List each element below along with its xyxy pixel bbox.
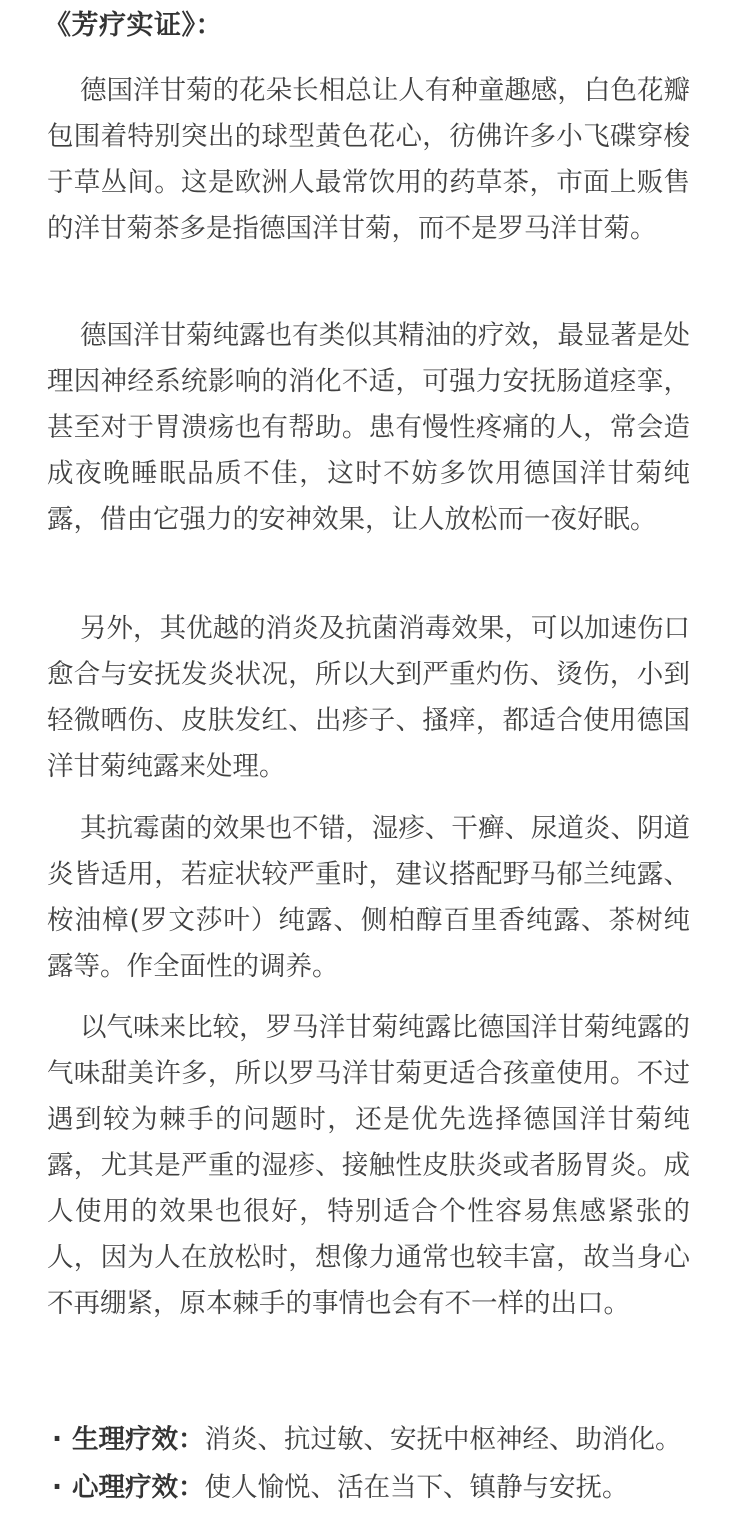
psychological-effect-line — [52, 1466, 629, 1510]
physiological-effect-line — [52, 1418, 682, 1462]
paragraph-anti-inflammatory: 另外，其优越的消炎及抗菌消毒效果，可以加速伤口愈合与安抚发炎状况，所以大到严重灼伤、烫伤，小到轻微晒伤、皮肤发红、出疹子、搔痒，都适合使用德国洋甘菊纯露来处理。 — [47, 613, 690, 782]
physiological-effect-text: 消炎、抗过敏、安抚中枢神经、助消化。 — [204, 1424, 682, 1455]
psychological-effect-text: 使人愉悦、活在当下、镇静与安抚。 — [204, 1472, 629, 1503]
paragraph-antifungal: 其抗霉菌的效果也不错，湿疹、干癣、尿道炎、阴道炎皆适用，若症状较严重时，建议搭配野马郁兰纯露、桉油樟(罗文莎叶）纯露、侧柏醇百里香纯露、茶树纯露等。作全面性的调养。 — [47, 813, 690, 982]
bullet-dot: · — [52, 1424, 63, 1455]
paragraph-digestive: 德国洋甘菊纯露也有类似其精油的疗效，最显著是处理因神经系统影响的消化不适，可强力安抚肠道痉挛，甚至对于胃溃疡也有帮助。患有慢性疼痛的人，常会造成夜晚睡眠品质不佳，这时不妨多饮用德国洋甘菊纯露，借由它强力的安神效果，让人放松而一夜好眠。 — [47, 320, 690, 535]
psychological-effect-label: 心理疗效： — [72, 1472, 205, 1503]
bullet-dot: · — [52, 1472, 63, 1503]
paragraph-comparison: 以气味来比较，罗马洋甘菊纯露比德国洋甘菊纯露的气味甜美许多，所以罗马洋甘菊更适合孩童使用。不过遇到较为棘手的问题时，还是优先选择德国洋甘菊纯露，尤其是严重的湿疹、接触性皮肤炎或者肠胃炎。成人使用的效果也很好，特别适合个性容易焦感紧张的人，因为人在放松时，想像力通常也较丰富，故当身心不再绷紧，原本棘手的事情也会有不一样的出口。 — [47, 1012, 690, 1319]
physiological-effect-label: 生理疗效： — [72, 1424, 205, 1455]
paragraph-intro: 德国洋甘菊的花朵长相总让人有种童趣感，白色花瓣包围着特别突出的球型黄色花心，彷佛许多小飞碟穿梭于草丛间。这是欧洲人最常饮用的药草茶，市面上贩售的洋甘菊茶多是指德国洋甘菊，而不是罗马洋甘菊。 — [47, 75, 690, 244]
section-title: 《芳疗实证》： — [44, 10, 223, 41]
